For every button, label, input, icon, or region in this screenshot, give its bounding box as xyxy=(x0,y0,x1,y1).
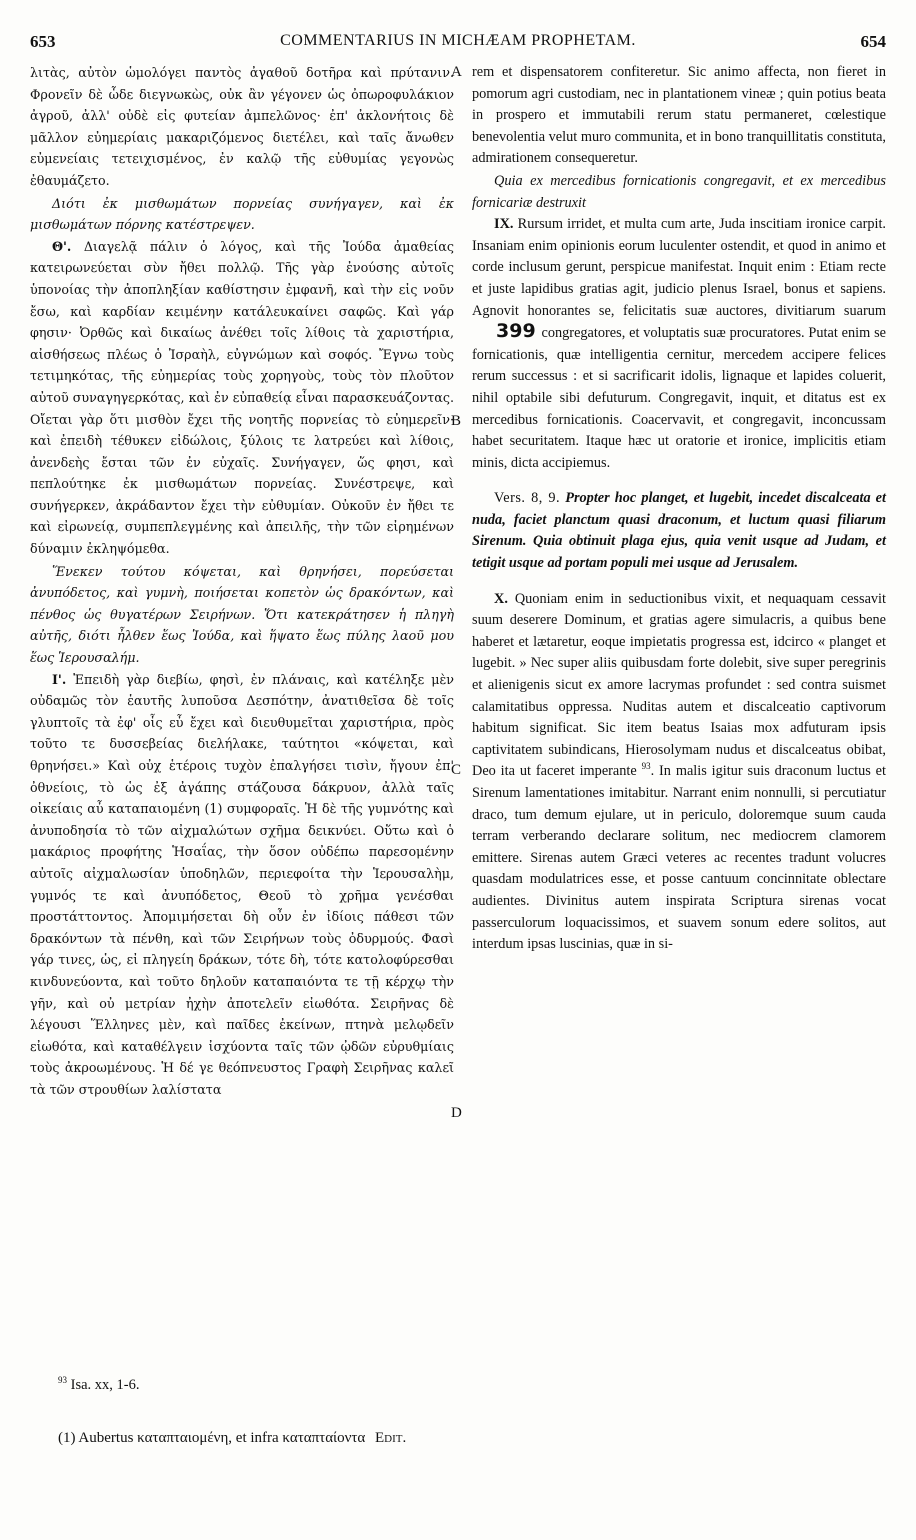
latin-column xyxy=(472,62,886,956)
greek-lemma-2: Ἕνεκεν τούτου κόψεται, καὶ θρηνήσει, πορεύσεται ἀνυπόδετος, καὶ γυμνὴ, ποιήσεται κοπετὸν ὡς δρακόντων, καὶ πένθος ὡς θυγατέρων Σειρήνων. Ὅτι κατεκράτησεν ἡ πληγὴ αὐτῆς, διότι ἦλθεν ἕως Ἰούδα, καὶ ἥψατο ἕως πύλης λαοῦ μου ἕως Ἱερουσαλήμ. xyxy=(30,563,454,666)
latin-section-number-9: IX. xyxy=(494,216,514,233)
greek-column xyxy=(30,62,454,1101)
footnote-editorial xyxy=(58,1430,406,1447)
greek-paragraph-2 xyxy=(30,236,454,560)
latin-paragraph-2 xyxy=(472,214,886,474)
greek-paragraph-2-text: Διαγελᾷ πάλιν ὁ λόγος, καὶ τῆς Ἰούδα ἀμαθείας κατειρωνεύεται σὺν ἤθει πολλῷ. Τῆς γὰρ ἐνούσης αὐτοῖς ὑπονοίας τὴν ἀποπληξίαν καθίστησιν ἐμφανῆ, καὶ τὴν εἰς νοῦν ἔσω, καὶ καρδίαν κειμένην κατάλευκαίνει σαφῶς. Καὶ γάρ φησιν· Ὀρθῶς καὶ δικαίως ἀνέθει τοῖς λίθοις τὰ χαριστήρια, αἰσθήσεως πλέως ὁ Ἰσραὴλ, εὐγνώμων καὶ σοφός. Ἔγνω τοὺς τετιμηκότας, τῆς εὐημερίας τοὺς χορηγοὺς, τοὺς τὸν πλοῦτον αὐτοῦ συναγηγερκότας, καὶ ἐν εὐπαθείᾳ εἶναι παρασκευάζοντας. Οἴεται γὰρ ὅτι μισθὸν ἔχει τῆς νοητῆς πορνείας τὸ εὐημερεῖν· καὶ ἐπειδὴ τέθυκεν εἰδώλοις, ξύλοις τε λατρεύει καὶ λίθοις, ἀνενδεὴς ἔσται τῶν ἐν εὐχαῖς. Συνήγαγεν, ὥς φησι, καὶ πεπλούτηκε ἐκ μισθωμάτων πορνείας. Συνέστρεψε, καὶ συνήγερκεν, ἀκράδαντον ἔχει τὴν εὐθυμίαν. Οὐκοῦν ἐν ἤθει τε καὶ εἰρωνείᾳ, συμπεπλεγμένης καὶ ἀπειλῆς, τὴν τῶν εἰρημένων δύναμιν ἐκληψόμεθα. xyxy=(30,238,454,557)
footnote-editorial-signature: Edit. xyxy=(375,1430,407,1446)
latin-paragraph-1: rem et dispensatorem confiteretur. Sic animo affecta, non fieret in pomorum agri custodiam, nec in plantationem vineæ ; quin potius beata in prospero et immutabili rerum statu permaneret, cœlestique benevolentia velut muro communita, et in bono tranquillitatis constituta, admirationem consequeretur. xyxy=(472,64,886,167)
footnote-scripture xyxy=(58,1377,140,1394)
latin-lemma-2 xyxy=(472,488,886,574)
greek-section-number-10: Ι'. xyxy=(52,671,67,687)
latin-paragraph-3-text-b: . In malis igitur suis draconum luctus et Sirenum lamentationes imitabitur. Narrant enim nonnulli, si percutiatur draco, tum demum ejulare, ut in periculo, doloremque suum cauda terram verberando declarare solitum, nec mediocrem clamorem emittere. Sirenas autem Græci veteres ac recentes tradunt volucres quasdam modulatrices esse, et posse cantuum concinnitate oblectare audientes. Divinitus autem inspirata Scriptura sirenas vocat passerculorum loquacissimos, et suavem sonum edere solitos, aut interdum ipsas luscinias, quæ in si- xyxy=(472,763,886,953)
latin-paragraph-3 xyxy=(472,589,886,956)
footnote-editorial-text: (1) Aubertus καταπταιομένη, et infra καταπταίοντα xyxy=(58,1430,366,1446)
latin-paragraph-2b: congregatores, et voluptatis suæ procuratores. Putat enim se fornicationis, quæ intelligentia cernitur, mercedem accipere felices rerum successus : et si sacrificarit idolis, lignaque et lapides coluerit, nihil optabile sibi defuturum. Congregavit, inquit, et ditatus est ex mercedibus fornicationis. Coacervavit, et congregavit, inconcussam habet securitatem. Itaque hæc ut oratorie et ironice, implicitis etiam minis, dicta accipiemus. xyxy=(472,325,886,471)
latin-lemma-1: Quia ex mercedibus fornicationis congregavit, et ex mercedibus fornicariæ destruxit xyxy=(472,172,886,211)
running-head xyxy=(30,32,886,56)
latin-paragraph-3-text: Quoniam enim in seductionibus vixit, et nequaquam cessavit suum deserere Dominum, et gratias agere simulacris, a quibus bene haberet et lætaretur, eoque impietatis progressa est, idcirco « planget et lugebit. » Nec super aliis quibusdam forte dolebit, sive super peregrinis et alienigenis sicut ex amore lacrymas profundet : sed contra suismet calamitatibus oppressa. Nuditas autem et discalceatio captivorum habitum significat. Sic item beatus Isaias mox adfuturam ipsis captivitatem subindicans, Hierosolymam nudus et discalceatus obibat, Deo ita ut faceret imperante xyxy=(472,590,887,780)
footnote-reference: 93 xyxy=(641,761,651,772)
latin-section-number-10: X. xyxy=(494,590,508,607)
page-number-left: 653 xyxy=(30,32,56,51)
footnote-text: Isa. xx, 1-6. xyxy=(70,1377,140,1393)
greek-paragraph-3 xyxy=(30,669,454,1101)
greek-paragraph-1: λιτὰς, αὐτὸν ὡμολόγει παντὸς ἀγαθοῦ δοτῆρα καὶ πρύτανιν. Φρονεῖν δὲ ὧδε διεγνωκὼς, οὐκ ἂν γέγονεν ὡς ὀπωροφυλάκιον ἀγροῦ, ἀλλ' οὐδὲ εἰς φυτείαν ἀμπελῶνος· ἐπ' ἀκλονήτοις δὲ μᾶλλον εὐημερίαις μακαριζόμενος διετέλει, καὶ ταῖς ἄνωθεν εὐμενείαις τετειχισμένος, ἐν καλῷ τῆς εὐθυμίας γεγονὼς ἐθαυμάζετο. xyxy=(30,65,454,188)
page-title: COMMENTARIUS IN MICHÆAM PROPHETAM. xyxy=(280,32,636,49)
margin-marker-b: B xyxy=(451,413,462,429)
footnote-number: 93 xyxy=(58,1375,67,1386)
verse-label: Vers. 8, 9. xyxy=(494,490,561,507)
latin-lemma-2-text: Propter hoc planget, et lugebit, incedet discalceata et nuda, faciet planctum quasi draconum, et luctum quasi filiarum Sirenum. Quia obtinuit plaga ejus, quia venit usque ad Judam, et tetigit usque ad portam populi mei usque ad Jerusalem. xyxy=(472,490,887,572)
margin-marker-c: C xyxy=(451,762,462,778)
greek-paragraph-3-text: Ἐπειδὴ γὰρ διεβίω, φησὶ, ἐν πλάναις, καὶ κατέληξε μὲν οὐδαμῶς τὸν ἑαυτῆς λυποῦσα Δεσπότην, ἀνατιθεῖσα δὲ τοῖς γλυπτοῖς τὰ ἐφ' οἷς εὖ ἔχει καὶ διευθυμεῖται χαριστήρια, πρὸς τοῦτο τε δυσσεβείας διελήλακε, ταύτητοι «κόψεται, καὶ θρηνήσει.» Καὶ οὐχ ἑτέροις τυχὸν ἐπαλγήσει τισὶν, ἤγουν ἐπ' ὀθνείοις, τὸ ὡς ἐξ ἀγάπης στάζουσα δάκρυον, ἀλλὰ ταῖς οἰκείαις αὖ καταπαιομένη (1) συμφοραῖς. Ἡ δὲ τῆς γυμνότης καὶ ἀνυποδησία τὸ τῶν αἰχμαλώτων σχῆμα δεικνύει. Οὕτω καὶ ὁ μακάριος προφήτης Ἡσαΐας, τὴν ὅσον οὐδέπω παρεσομένην αὐτοῖς αἰχμαλωσίαν ὑποδηλῶν, περιεφοίτα τὴν Ἱερουσαλὴμ, γυμνός τε καὶ ἀνυπόδετος, Θεοῦ τὸ χρῆμα γενέσθαι προστάττοντος. Ἀπομιμήσεται δὴ οὖν ἐν ἰδίοις πάθεσι τῶν δρακόντων τὰ πένθη, καὶ τῶν Σειρήνων τοὺς ὀδυρμούς. Φασὶ γάρ τινες, ὡς, εἰ πληγείη δράκων, τότε δὴ, τότε κατολοφύρεσθαι κινδυνεύοντα, καὶ τοῦτο δηλοῦν καταπαιόντα τε τῇ κέρχῳ τὴν γῆν, καὶ οὐ μετρίαν ἠχὴν ἀποτελεῖν εἰωθότα. Σειρῆνας δὲ λέγουσι Ἕλληνες μὲν, καὶ παῖδες ἐκείνων, πτηνὰ μελῳδεῖν εἰωθότα, καὶ καταθέλγειν ἰσχύοντα ταῖς τῶν ᾠδῶν εὐρυθμίαις τοὺς ἀκροωμένους. Ἡ δέ γε θεόπνευστος Γραφὴ Σειρῆνας καλεῖ τὰ τῶν στρουθίων λαλίστατα xyxy=(30,671,454,1097)
greek-lemma-1: Διότι ἐκ μισθωμάτων πορνείας συνήγαγεν, καὶ ἐκ μισθωμάτων πόρνης κατέστρεψεν. xyxy=(30,195,454,233)
latin-paragraph-2a: Rursum irridet, et multa cum arte, Juda inscitiam ironice carpit. Insaniam enim opinionis eorum luculenter ostendit, et quod in animo et corde inclusum gerunt, perspicue manifestat. Inquit enim : Etiam recte et juste lapidibus gratias agit, judicio plenus Israel, bonus et sapiens. Agnovit honorantes se, felicitatis suæ auctores, divitiarum suarum xyxy=(472,216,887,319)
margin-marker-a: A xyxy=(451,64,462,80)
page-number-right: 654 xyxy=(860,32,886,51)
column-number-badge: 399 xyxy=(496,320,536,343)
greek-section-number-9: Θ'. xyxy=(52,238,72,254)
margin-marker-d: D xyxy=(451,1105,462,1121)
